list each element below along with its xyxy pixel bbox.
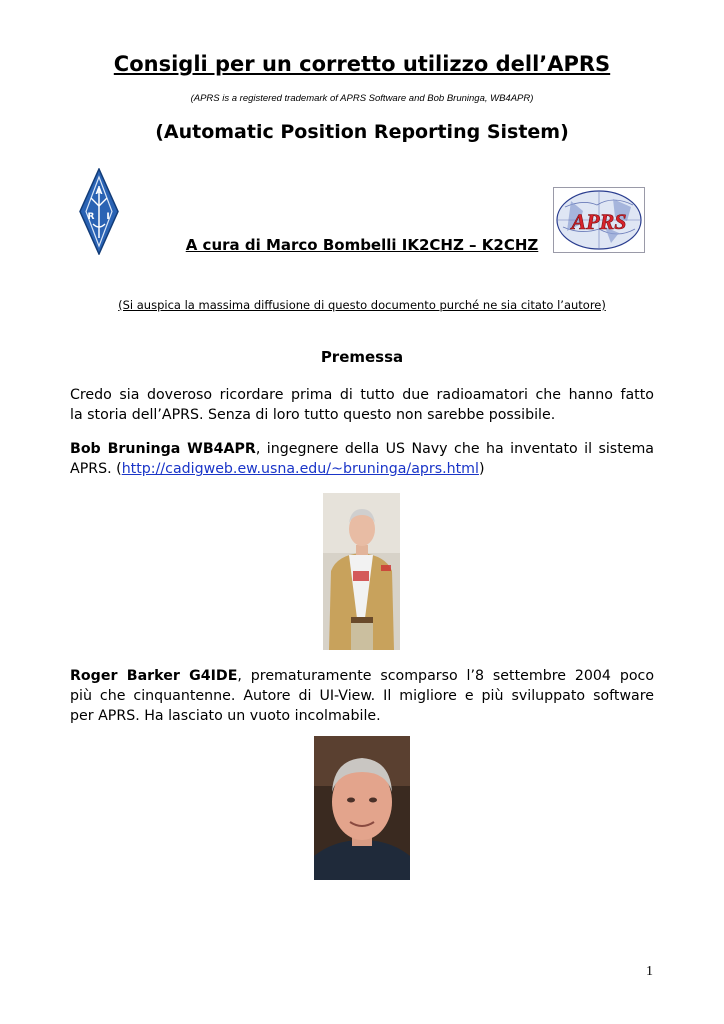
- ari-logo-letter-i: I: [106, 212, 110, 222]
- bob-paragraph: [70, 439, 654, 479]
- bob-line-1: [70, 439, 654, 459]
- intro-line: Credo sia doveroso ricordare prima di tutto due radioamatori che hanno fatto: [70, 387, 654, 403]
- document-subtitle: (Automatic Position Reporting Sistem): [155, 121, 569, 143]
- bob-link-suffix: ): [478, 461, 485, 477]
- document-title: Consigli per un corretto utilizzo dell’APRS: [113, 52, 611, 76]
- bob-bruninga-photo: [323, 493, 400, 650]
- aprs-logo-text: APRS: [571, 209, 627, 234]
- bob-link-prefix: APRS. (: [70, 461, 122, 477]
- intro-line: la storia dell’APRS. Senza di loro tutto questo non sarebbe possibile.: [70, 407, 556, 423]
- bob-line-2: [70, 459, 654, 479]
- section-heading: Premessa: [320, 348, 404, 366]
- roger-line-1: [70, 666, 654, 686]
- intro-paragraph: [70, 385, 654, 425]
- author-line: A cura di Marco Bombelli IK2CHZ – K2CHZ: [185, 236, 539, 254]
- bob-name: Bob Bruninga WB4APR: [70, 441, 256, 457]
- roger-paragraph: [70, 666, 654, 726]
- trademark-note: (APRS is a registered trademark of APRS Software and Bob Bruninga, WB4APR): [190, 93, 534, 104]
- diffusion-note: (Si auspica la massima diffusione di questo documento purché ne sia citato l’autore): [118, 298, 606, 312]
- roger-name: Roger Barker G4IDE: [70, 668, 238, 684]
- ari-logo-letter-r: R: [87, 212, 95, 222]
- page-number: 1: [646, 964, 653, 979]
- roger-line-3: per APRS. Ha lasciato un vuoto incolmabile.: [70, 708, 381, 724]
- roger-description: , prematuramente scomparso l’8 settembre 2004 poco: [237, 668, 654, 684]
- ari-logo-letter-a: A: [95, 187, 103, 197]
- roger-barker-photo: [314, 736, 410, 880]
- bob-description: , ingegnere della US Navy che ha inventato il sistema: [255, 441, 655, 457]
- roger-line-2: più che cinquantenne. Autore di UI-View. Il migliore e più sviluppato software: [70, 688, 654, 704]
- aprs-website-link[interactable]: http://cadigweb.ew.usna.edu/~bruninga/aprs.html: [121, 461, 479, 477]
